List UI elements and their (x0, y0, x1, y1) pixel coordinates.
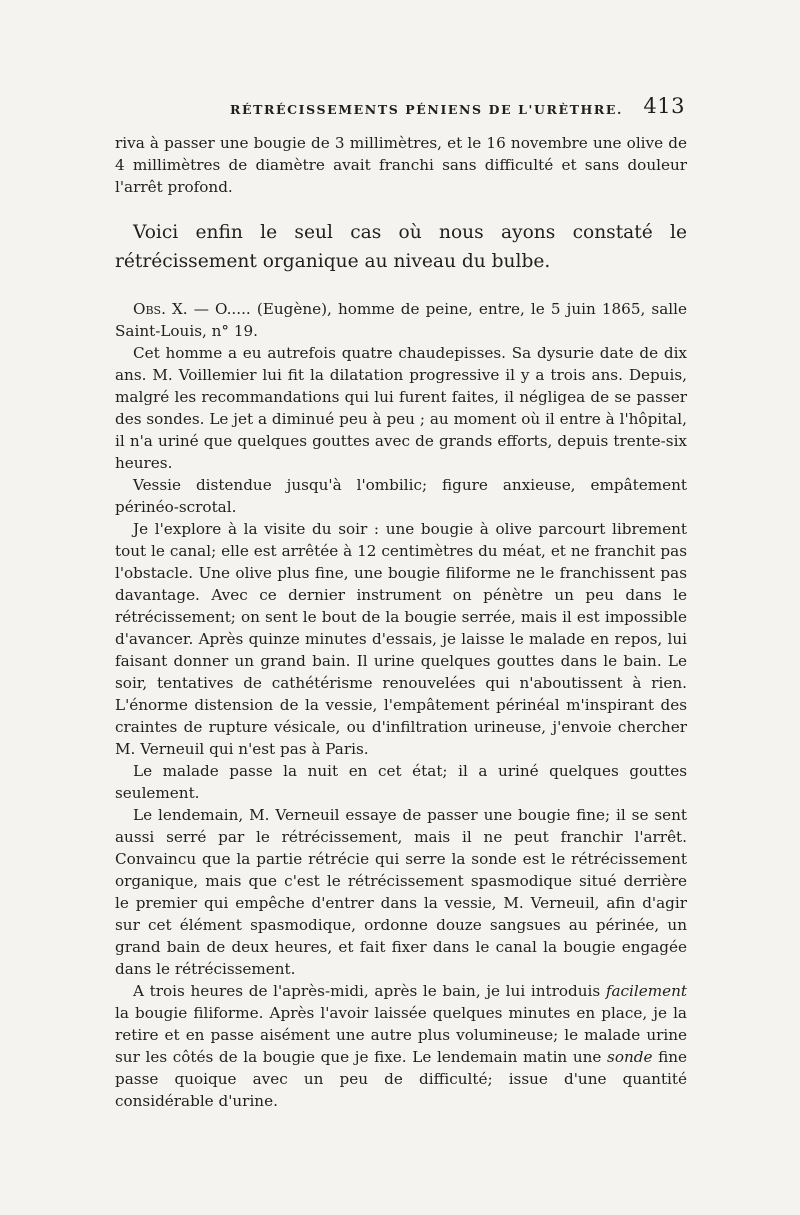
paragraph-intro-case: Voici enfin le seul cas où nous ayons constaté le rétrécissement organique au niveau du bulbe. (115, 222, 687, 272)
running-head: RÉTRÉCISSEMENTS PÉNIENS DE L'URÈTHRE. (230, 102, 623, 117)
italic-word-facilement: facilement (605, 982, 687, 1000)
paragraph-observation-heading (115, 298, 687, 342)
italic-word-sonde: sonde (607, 1048, 653, 1066)
paragraph-history: Cet homme a eu autrefois quatre chaudepisses. Sa dysurie date de dix ans. M. Voillemier lui fit la dilatation progressive il y a trois ans. Depuis, malgré les recommandations qui lui furent faites, il négligea de se passer des sondes. Le jet a diminué peu à peu ; au moment où il entre à l'hôpital, il n'a uriné que quelques gouttes avec de grands efforts, depuis trente-six heures. (115, 344, 687, 472)
paragraph-next-day: Le lendemain, M. Verneuil essaye de passer une bougie fine; il se sent aussi serré par le rétrécissement, mais il ne peut franchir l'arrêt. Convaincu que la partie rétrécie qui serre la sonde est le rétrécissement organique, mais que c'est le rétrécissement spasmodique situé derrière le premier qui empêche d'entrer dans la vessie, M. Verneuil, afin d'agir sur cet élément spasmodique, ordonne douze sangsues au périnée, un grand bain de deux heures, et fait fixer dans le canal la bougie engagée dans le rétrécissement. (115, 806, 687, 978)
observation-heading-text: — O..... (Eugène), homme de peine, entre, le 5 juin 1865, salle Saint-Louis, n° 19. (115, 300, 687, 340)
text-segment: la bougie filiforme. Après l'avoir laissée quelques minutes en place, je la retire et en passe aisément une autre plus volumineuse; le malade urine sur les côtés de la bougie que je fixe. Le lendemain matin une (115, 1004, 687, 1066)
paragraph-exam: Vessie distendue jusqu'à l'ombilic; figure anxieuse, empâtement périnéo-scrotal. (115, 476, 687, 516)
body-text (115, 132, 687, 1112)
paragraph-night: Le malade passe la nuit en cet état; il a uriné quelques gouttes seulement. (115, 762, 687, 802)
paragraph-continuation: riva à passer une bougie de 3 millimètres, et le 16 novembre une olive de 4 millimètres de diamètre avait franchi sans difficulté et sans douleur l'arrêt profond. (115, 134, 687, 196)
paragraph-afternoon (115, 980, 687, 1112)
text-segment: fine passe quoique avec un peu de difficulté; issue d'une quantité considérable d'urine. (115, 1048, 688, 1110)
observation-label: Obs. X. (133, 300, 188, 318)
paragraph-exploration: Je l'explore à la visite du soir : une bougie à olive parcourt librement tout le canal; elle est arrêtée à 12 centimètres du méat, et ne franchit pas l'obstacle. Une olive plus fine, une bougie filiforme ne le franchissent pas davantage. Avec ce dernier instrument on pénètre un peu dans le rétrécissement; on sent le bout de la bougie serrée, mais il est impossible d'avancer. Après quinze minutes d'essais, je laisse le malade en repos, lui faisant donner un grand bain. Il urine quelques gouttes dans le bain. Le soir, tentatives de cathétérisme renouvelées qui n'aboutissent à rien. L'énorme distension de la vessie, l'empâtement périnéal m'inspirant des craintes de rupture vésicale, ou d'infiltration urineuse, j'envoie chercher M. Verneuil qui n'est pas à Paris. (115, 520, 687, 758)
page-number: 413 (643, 94, 685, 118)
page-header (115, 94, 685, 124)
text-segment: A trois heures de l'après-midi, après le bain, je lui introduis (133, 982, 606, 1000)
